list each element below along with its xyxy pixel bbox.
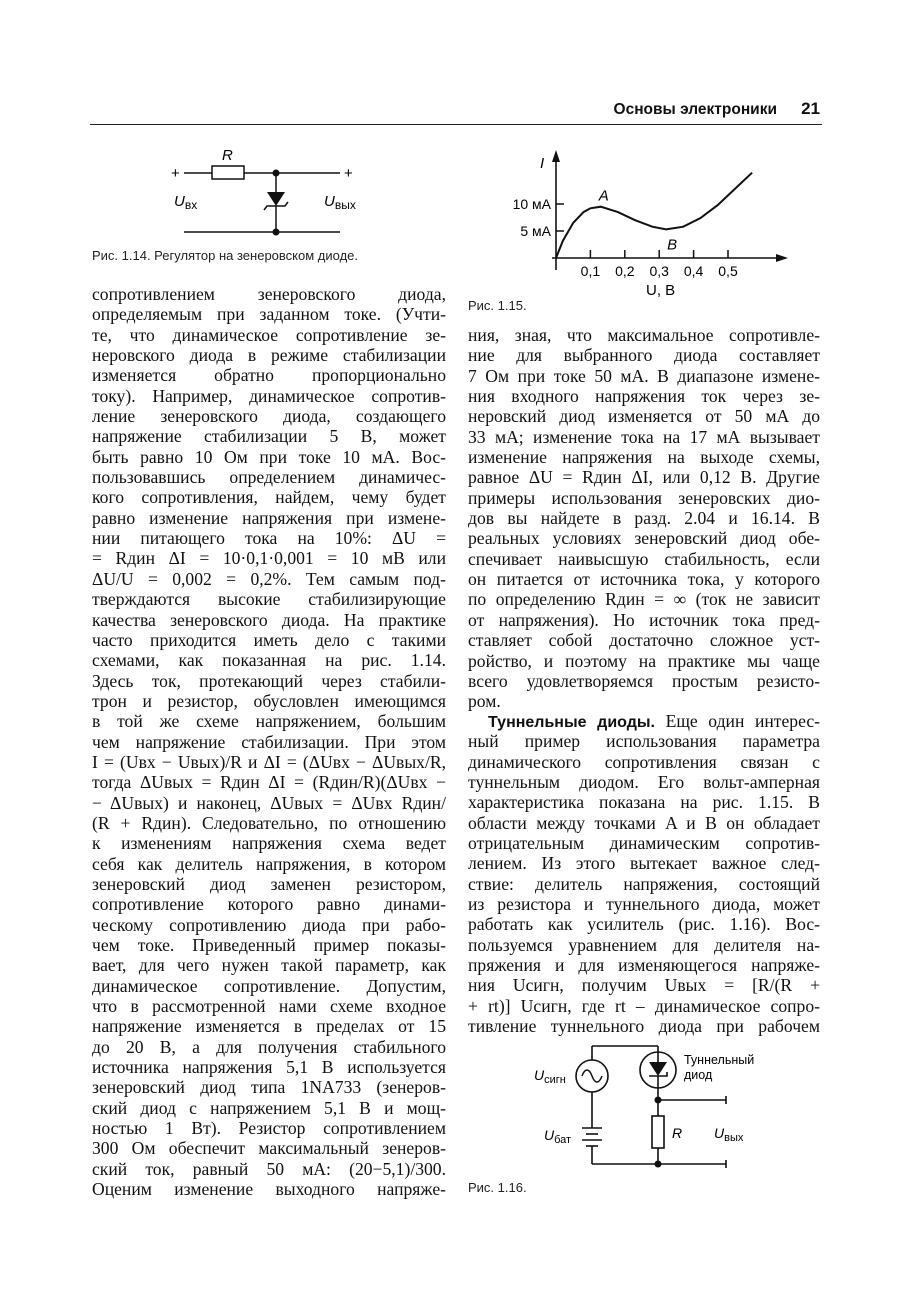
fig114-plus-right: +	[344, 165, 353, 182]
text-line: области между точками A и B он обладает	[468, 812, 820, 833]
text-line: те, что динамическое сопротивление зе-	[92, 324, 446, 345]
fig116-u-signal-sub: сигн	[544, 1074, 566, 1086]
fig114-u-in-sub: вх	[184, 198, 198, 212]
fig115-point-a-label: A	[598, 187, 609, 205]
text-line: всего удовлетворяемся простым резисто-	[468, 670, 820, 691]
text-line: зенеровский диод типа 1NA733 (зенеров-	[92, 1077, 446, 1098]
text-line: дов вы найдете в разд. 2.04 и 16.14. В	[468, 508, 820, 529]
figure-1-16-tunnel-diode-amplifier	[530, 1038, 790, 1172]
text-line: ностью 1 Вт). Резистор сопротивлением	[92, 1118, 446, 1139]
text-line: динамическое сопротивление. Допустим,	[92, 975, 446, 996]
svg-text:Uсигн	[534, 1067, 566, 1086]
text-line: Еще один интерес-	[654, 711, 820, 731]
text-line: тогда ΔUвых = Rдин ΔI = (Rдин/R)(ΔUвх −	[92, 772, 446, 793]
text-line: равное ΔU = Rдин ΔI, или 0,12 В. Другие	[468, 467, 820, 488]
text-line: динамического сопротивления связан с	[468, 751, 820, 772]
text-line: часто приходится иметь дело с такими	[92, 629, 446, 650]
text-line: по определению Rдин = ∞ (ток не зависит	[468, 589, 820, 610]
text-line: I = (Uвх − Uвых)/R и ΔI = (ΔUвх − ΔUвых/R,	[92, 751, 446, 772]
text-line: ния, зная, что максимальное сопротивле-	[468, 325, 820, 345]
fig115-x-tick-label: 0,4	[683, 263, 704, 279]
text-line: в той же схеме напряжением, большим	[92, 711, 446, 732]
text-line: схемами, как показанная на рис. 1.14.	[92, 650, 446, 671]
fig116-diode-label-line1: Туннельный	[684, 1053, 755, 1067]
text-line: − ΔUвых) и наконец, ΔUвых = ΔUвх Rдин/	[92, 792, 446, 813]
text-line: ский диод с напряжением 5,1 В и мощ-	[92, 1097, 446, 1118]
fig116-resistor-label: R	[672, 1125, 683, 1141]
fig115-y-tick-label: 5 мА	[520, 223, 551, 239]
fig114-zener-diode	[267, 192, 285, 206]
text-line: ния Uсигн, получим Uвых = [R/(R +	[468, 975, 820, 996]
text-line: чем токе. Приведенный пример показы-	[92, 935, 446, 955]
tunnel-diodes-heading: Туннельные диоды.	[488, 714, 655, 731]
svg-text:Uвых	[324, 193, 356, 212]
text-line: туннельным диодом. Его вольт-амперная	[468, 772, 820, 793]
text-line: ставляет собой достаточно сложное уст-	[468, 630, 820, 651]
text-line: ние для выбранного диода составляет	[468, 345, 820, 366]
figure-1-16-caption: Рис. 1.16.	[468, 1180, 527, 1195]
text-line: ром.	[468, 691, 501, 712]
text-line: пряжения и для изменяющегося напряже-	[468, 955, 820, 976]
text-line: пользуемся уравнением для делителя на-	[468, 934, 820, 955]
text-line: он питается от источника тока, у которого	[468, 569, 820, 590]
text-line: тверждаются высокие стабилизирующие	[92, 589, 446, 610]
text-line: ΔU/U = 0,002 = 0,2%. Тем самым под-	[92, 568, 446, 589]
text-line: реальных условиях зенеровский диод обе-	[468, 528, 820, 549]
text-line: работать как усилитель (рис. 1.16). Вос-	[468, 914, 820, 935]
text-line: из резистора и туннельного диода, может	[468, 894, 820, 915]
text-line: от напряжения). Но источник тока пред-	[468, 609, 820, 630]
text-line: ный пример использования параметра	[468, 731, 820, 752]
svg-text:Uвых	[714, 1125, 744, 1144]
text-line: качества зенеровского диода. На практике	[92, 609, 446, 630]
fig116-battery	[582, 1128, 602, 1146]
text-line: напряжение стабилизации 5 В, может	[92, 426, 446, 447]
fig116-u-signal: U	[534, 1067, 545, 1083]
text-line: нии питающего тока на 10%: ΔU =	[92, 528, 446, 549]
text-line: ния входного напряжения ток через зе-	[468, 386, 820, 407]
fig115-y-axis-label: I	[540, 155, 545, 172]
text-line: Оценим изменение выходного напряже-	[92, 1179, 446, 1200]
figure-1-15-caption: Рис. 1.15.	[468, 298, 527, 313]
fig114-node-bottom	[273, 229, 280, 236]
text-line: Здесь ток, протекающий через стабили-	[92, 670, 446, 691]
fig115-y-tick-label: 10 мА	[512, 196, 551, 212]
fig116-u-battery-sub: бат	[554, 1134, 572, 1146]
fig115-x-tick-label: 0,5	[718, 263, 738, 279]
text-line: неровский диод изменяется от 50 мА до	[468, 406, 820, 427]
page-number: 21	[801, 99, 820, 118]
text-line: ческому сопротивлению диода при рабо-	[92, 914, 446, 935]
text-line: спечивает наивысшую стабильность, если	[468, 548, 820, 569]
fig115-x-tick-label: 0,3	[649, 263, 669, 279]
figure-1-14-zener-regulator	[168, 140, 368, 248]
text-line: сопротивлением зенеровского диода,	[92, 284, 446, 304]
text-line: изменение напряжения на выходе схемы,	[468, 447, 820, 468]
text-line: к изменениям напряжения схема ведет	[92, 833, 446, 854]
fig114-resistor	[212, 166, 244, 179]
fig115-x-tick-label: 0,1	[580, 263, 601, 279]
left-text-column	[92, 284, 446, 1199]
text-line: что в рассмотренной нами схеме входное	[92, 996, 446, 1017]
text-line: чем напряжение стабилизации. При этом	[92, 731, 446, 752]
running-header-title: Основы электроники	[613, 101, 777, 118]
fig116-u-out: U	[714, 1125, 725, 1141]
text-line: = Rдин ΔI = 10·0,1·0,001 = 10 мВ или	[92, 548, 446, 569]
text-line: отрицательным динамическим сопротив-	[468, 833, 820, 854]
fig115-x-axis-label: U, В	[646, 282, 676, 299]
text-line: вает, для чего нужен такой параметр, как	[92, 955, 446, 976]
figure-1-15-tunnel-diode-iv-chart	[496, 140, 796, 300]
text-line: 300 Ом обеспечит максимальный зенеров-	[92, 1138, 446, 1159]
fig114-u-out: U	[324, 193, 335, 210]
svg-text:Uвх	[174, 193, 197, 212]
fig115-iv-curve	[556, 173, 752, 258]
text-line: неровского диода в режиме стабилизации	[92, 345, 446, 366]
fig114-u-out-sub: вых	[334, 198, 356, 212]
running-header	[90, 98, 822, 125]
text-line: + rt)] Uсигн, где rt – динамическое сопро-	[468, 995, 820, 1016]
text-line: примеры использования зенеровских дио-	[468, 487, 820, 508]
fig116-u-out-sub: вых	[724, 1132, 744, 1144]
right-text-column-top	[468, 325, 820, 712]
text-line: ройство, и поэтому на практике мы чаще	[468, 650, 820, 671]
fig115-x-tick-label: 0,2	[615, 263, 635, 279]
text-line: быть равно 10 Ом при токе 10 мА. Вос-	[92, 446, 446, 467]
fig116-resistor	[652, 1116, 664, 1148]
text-line: равно изменение напряжения при измене-	[92, 507, 446, 528]
text-line: пользовавшись определением динамичес-	[92, 467, 446, 488]
text-line: кого сопротивления, найдем, чему будет	[92, 487, 446, 508]
text-line: до 20 В, а для получения стабильного	[92, 1036, 446, 1057]
text-line: току). Например, динамическое сопротив-	[92, 385, 446, 406]
fig116-node-ground	[655, 1161, 662, 1168]
fig116-diode-label-line2: диод	[684, 1068, 713, 1082]
fig115-point-b-label: B	[667, 236, 678, 254]
text-line: напряжение изменяется в пределах от 15	[92, 1016, 446, 1037]
text-line: определяемым при заданном токе. (Учти-	[92, 304, 446, 325]
text-line: себя как делитель напряжения, в котором	[92, 853, 446, 874]
text-line: ский ток, равный 50 мА: (20−5,1)/300.	[92, 1158, 446, 1179]
text-line: сопротивление которого равно динами-	[92, 894, 446, 915]
text-line: тивление туннельного диода при рабочем	[468, 1016, 820, 1037]
text-line: лением. Из этого вытекает важное след-	[468, 853, 820, 874]
tunnel-section-first-line	[468, 711, 820, 731]
text-line: изменяется обратно пропорционально	[92, 365, 446, 386]
fig116-u-battery: U	[544, 1127, 555, 1143]
fig114-u-in: U	[174, 193, 185, 210]
text-line: характеристика показана на рис. 1.15. В	[468, 792, 820, 813]
right-text-column-tunnel-section	[468, 711, 820, 1037]
figure-1-14-caption: Рис. 1.14. Регулятор на зенеровском диоде.	[92, 248, 358, 263]
fig114-plus-left: +	[171, 165, 180, 182]
text-line: источника напряжения 5,1 В используется	[92, 1057, 446, 1078]
fig114-resistor-label: R	[222, 147, 233, 164]
text-line: 33 мА; изменение тока на 17 мА вызывает	[468, 426, 820, 447]
text-line: трон и резистор, обусловлен имеющимся	[92, 690, 446, 711]
text-line: ствие: делитель напряжения, состоящий	[468, 873, 820, 894]
text-line: 7 Ом при токе 50 мА. В диапазоне измене-	[468, 365, 820, 386]
text-line: (R + Rдин). Следовательно, по отношению	[92, 812, 446, 833]
text-line: ление зенеровского диода, создающего	[92, 406, 446, 427]
text-line: зенеровский диод заменен резистором,	[92, 873, 446, 894]
svg-text:Uбат	[544, 1127, 571, 1146]
